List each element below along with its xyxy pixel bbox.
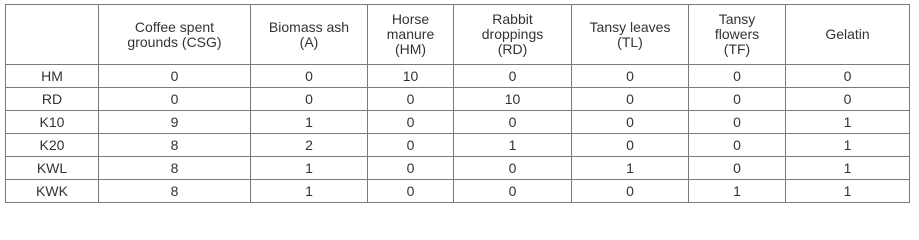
table-cell: 8	[99, 157, 251, 180]
table-cell: 1	[786, 134, 910, 157]
table-cell: 1	[786, 157, 910, 180]
table-cell: 9	[99, 111, 251, 134]
table-cell: 0	[368, 134, 454, 157]
column-header	[786, 5, 910, 65]
table-cell: 1	[251, 180, 368, 203]
table-cell: 0	[454, 65, 572, 88]
table-row	[6, 65, 910, 88]
corner-cell	[6, 5, 99, 65]
column-header	[454, 5, 572, 65]
table-row	[6, 157, 910, 180]
column-header-label: Coffee spent grounds (CSG)	[127, 18, 222, 50]
table-cell: 0	[572, 88, 689, 111]
table-cell: 0	[572, 65, 689, 88]
table-cell: 1	[786, 111, 910, 134]
table-cell: 0	[572, 111, 689, 134]
table-cell: 0	[368, 88, 454, 111]
column-header-label: Tansy leaves (TL)	[589, 18, 671, 50]
table-cell: 0	[786, 88, 910, 111]
row-label: K20	[6, 134, 99, 157]
table-cell: 8	[99, 134, 251, 157]
table-cell: 1	[454, 134, 572, 157]
table-cell: 1	[251, 157, 368, 180]
row-label: KWK	[6, 180, 99, 203]
table-cell: 0	[689, 111, 786, 134]
table-row	[6, 180, 910, 203]
column-header-label: Rabbit droppings (RD)	[481, 11, 544, 57]
table-cell: 0	[689, 134, 786, 157]
table-cell: 0	[99, 88, 251, 111]
table-cell: 0	[689, 65, 786, 88]
column-header	[99, 5, 251, 65]
column-header-label: Horse manure (HM)	[386, 11, 435, 57]
table-cell: 1	[251, 111, 368, 134]
table-cell: 0	[689, 88, 786, 111]
row-label: K10	[6, 111, 99, 134]
column-header	[689, 5, 786, 65]
table-cell: 8	[99, 180, 251, 203]
table-cell: 0	[251, 88, 368, 111]
table-cell: 10	[368, 65, 454, 88]
table-cell: 1	[689, 180, 786, 203]
table-cell: 1	[572, 157, 689, 180]
table-cell: 1	[786, 180, 910, 203]
table-cell: 2	[251, 134, 368, 157]
table-row	[6, 88, 910, 111]
column-header-label: Tansy flowers (TF)	[714, 11, 760, 57]
table-cell: 0	[251, 65, 368, 88]
row-label: HM	[6, 65, 99, 88]
composition-table	[5, 4, 910, 203]
header-row	[6, 5, 910, 65]
row-label: KWL	[6, 157, 99, 180]
table-cell: 0	[454, 157, 572, 180]
column-header	[368, 5, 454, 65]
column-header-label: Biomass ash (A)	[268, 18, 350, 50]
table-cell: 0	[454, 111, 572, 134]
table-cell: 0	[368, 157, 454, 180]
table-cell: 0	[572, 134, 689, 157]
table-cell: 0	[368, 111, 454, 134]
column-header-label: Gelatin	[825, 26, 870, 42]
table-cell: 0	[368, 180, 454, 203]
table-row	[6, 111, 910, 134]
table-cell: 0	[689, 157, 786, 180]
table-cell: 0	[99, 65, 251, 88]
table-cell: 0	[454, 180, 572, 203]
table-cell: 0	[572, 180, 689, 203]
table-row	[6, 134, 910, 157]
column-header	[572, 5, 689, 65]
row-label: RD	[6, 88, 99, 111]
column-header	[251, 5, 368, 65]
table-cell: 10	[454, 88, 572, 111]
table-cell: 0	[786, 65, 910, 88]
